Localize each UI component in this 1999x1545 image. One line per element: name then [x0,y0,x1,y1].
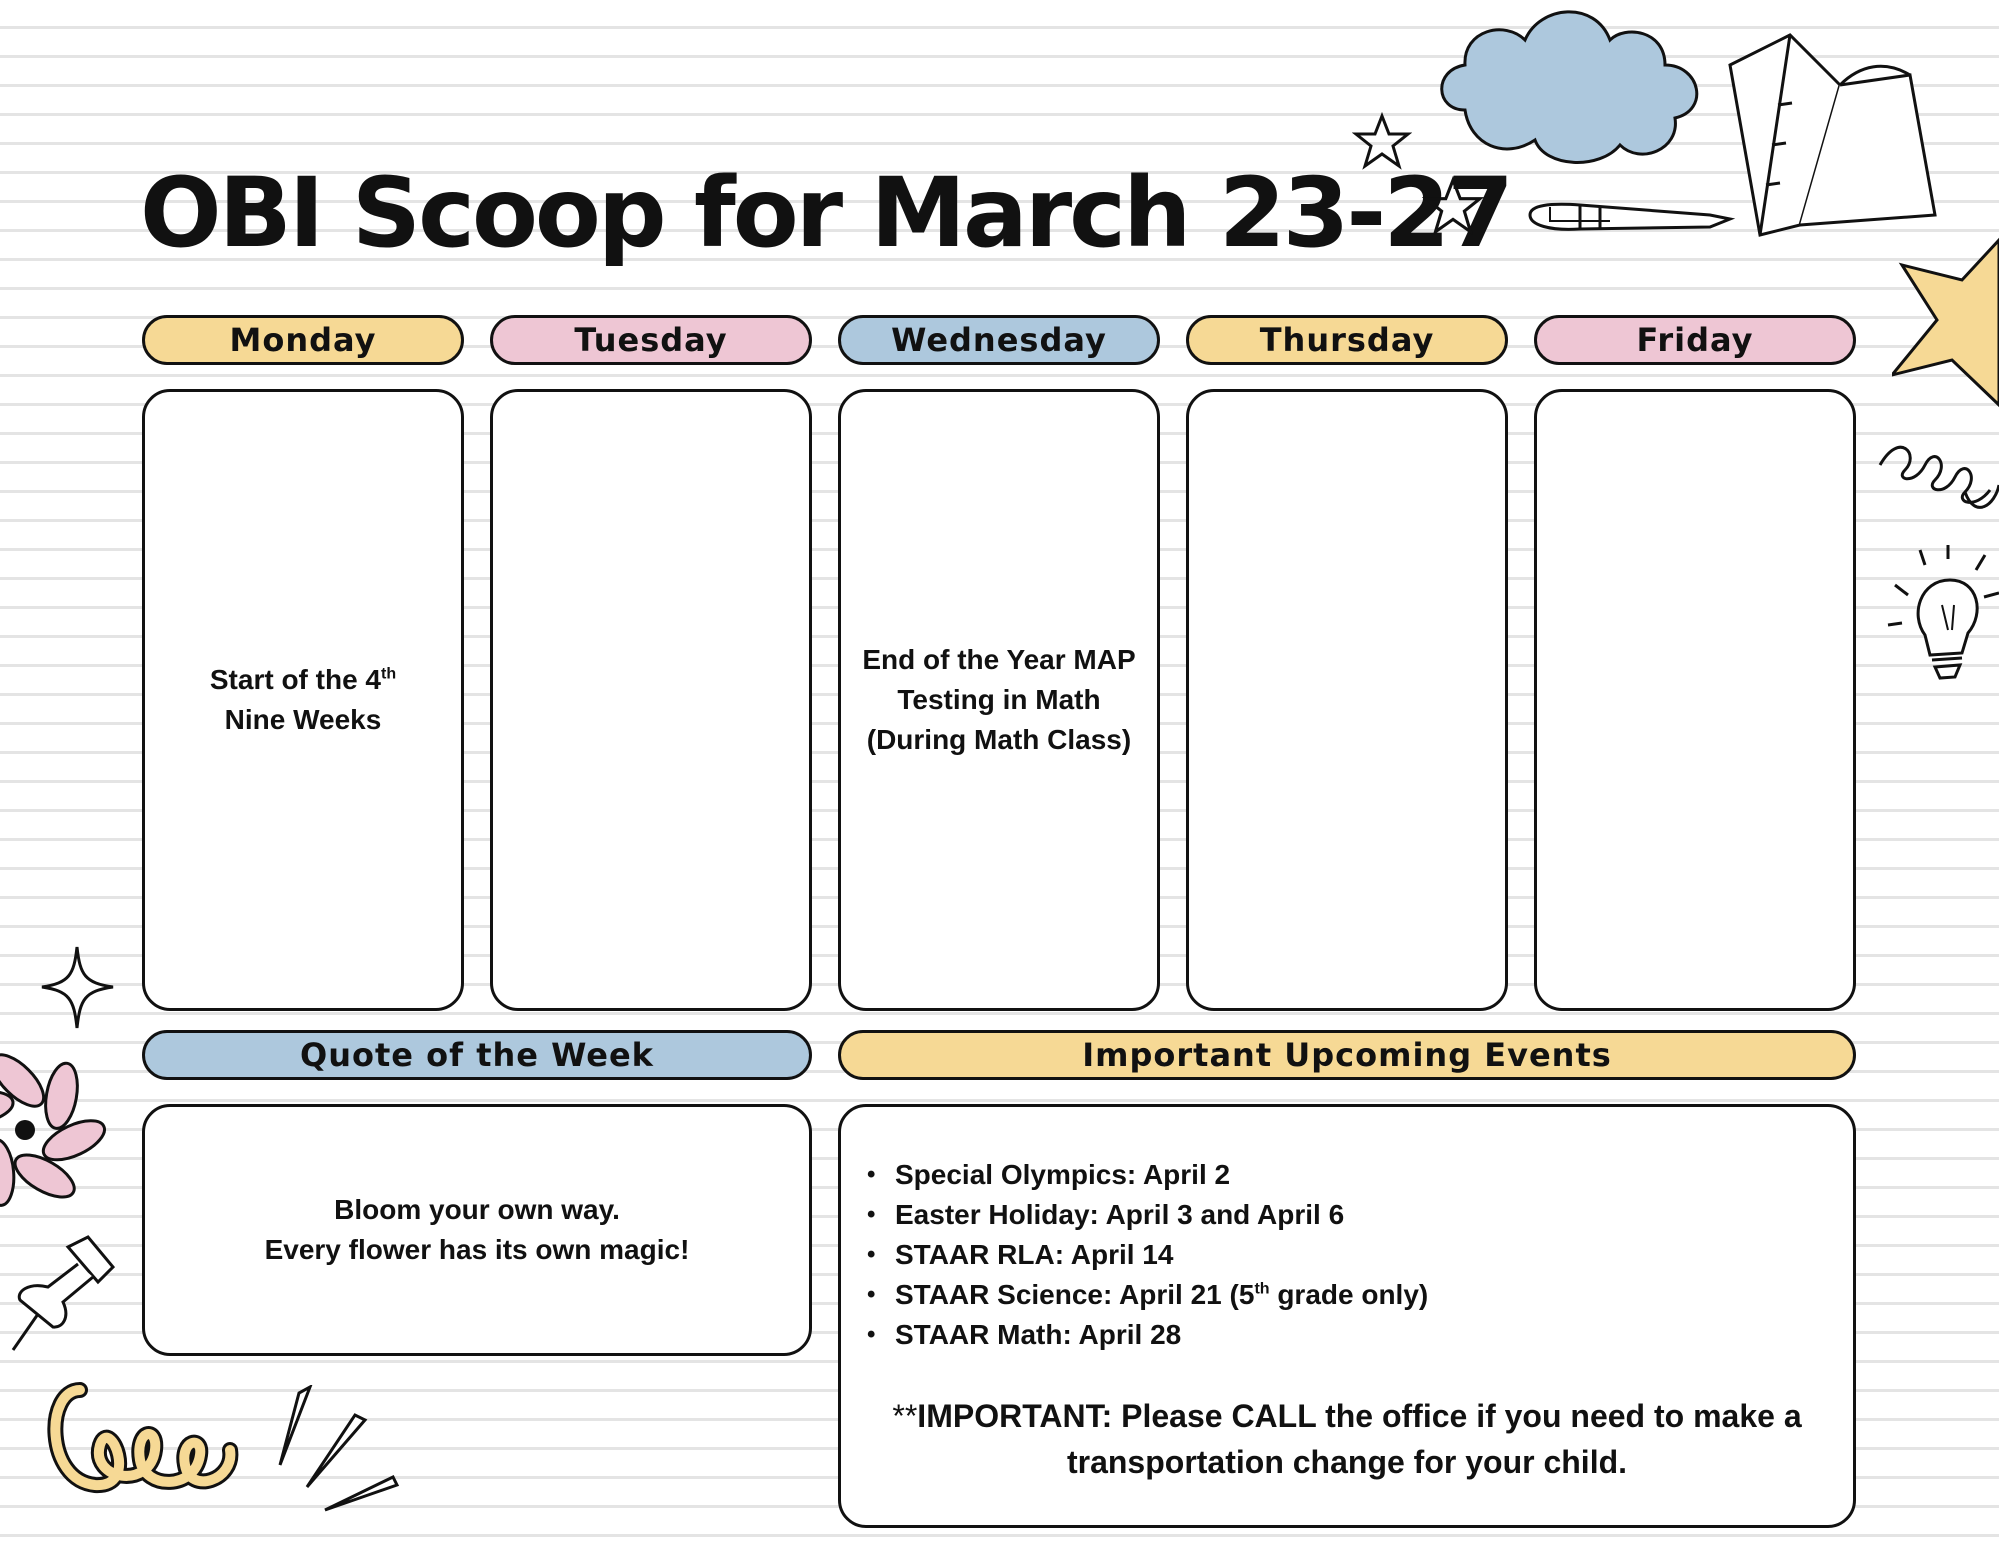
events-box [838,1104,1856,1528]
list-item: • STAAR Math: April 28 [895,1315,1853,1355]
list-item: • Special Olympics: April 2 [895,1155,1853,1195]
notice-text: IMPORTANT: Please CALL the office if you need to make a transportation change for your child. [917,1398,1802,1480]
quote-heading: Quote of the Week [142,1030,812,1080]
day-box-wednesday [838,389,1160,1011]
monday-note-line1: Start of the 4 [209,664,382,695]
events-list [841,1155,1853,1355]
sparkle-icon [40,945,115,1030]
day-box-thursday [1186,389,1508,1011]
list-item [895,1275,1853,1315]
list-item-text: STAAR Science: April 21 (5 [895,1279,1255,1310]
day-box-monday [142,389,464,1011]
list-item: • Easter Holiday: April 3 and April 6 [895,1195,1853,1235]
monday-note-sup: th [381,665,397,683]
day-header-tuesday: Tuesday [490,315,812,365]
quote-box [142,1104,812,1356]
list-item-text-end: grade only) [1269,1279,1429,1310]
day-header-monday: Monday [142,315,464,365]
monday-note [210,660,396,740]
page-title: OBI Scoop for March 23-27 [140,157,1511,269]
lightbulb-icon [1880,545,1999,695]
pen-icon [1520,195,1740,245]
pushpin-icon [8,1232,118,1352]
notice-prefix: ** [892,1398,918,1434]
spiral-icon [1875,425,1999,535]
quote-text [265,1190,690,1270]
quote-line1: Bloom your own way. [334,1194,620,1225]
important-notice [853,1393,1841,1485]
sun-star-icon [1892,235,1999,415]
flower-icon [0,1050,110,1210]
list-item: • STAAR RLA: April 14 [895,1235,1853,1275]
list-item-sup: th [1254,1280,1270,1298]
wednesday-note-line2: Testing in Math [897,684,1101,715]
day-header-wednesday: Wednesday [838,315,1160,365]
day-box-tuesday [490,389,812,1011]
quote-line2: Every flower has its own magic! [264,1234,690,1265]
wednesday-note [862,640,1135,760]
wednesday-note-line3: (During Math Class) [866,724,1132,755]
star-icon [1422,176,1484,238]
day-header-friday: Friday [1534,315,1856,365]
day-box-friday [1534,389,1856,1011]
star-icon [1352,112,1412,172]
wednesday-note-line1: End of the Year MAP [862,644,1136,675]
day-header-thursday: Thursday [1186,315,1508,365]
events-heading: Important Upcoming Events [838,1030,1856,1080]
book-icon [1720,25,1950,240]
cloud-icon [1425,0,1715,175]
loop-icon [40,1370,240,1505]
burst-lines-icon [275,1385,405,1515]
monday-note-line2: Nine Weeks [224,704,382,735]
